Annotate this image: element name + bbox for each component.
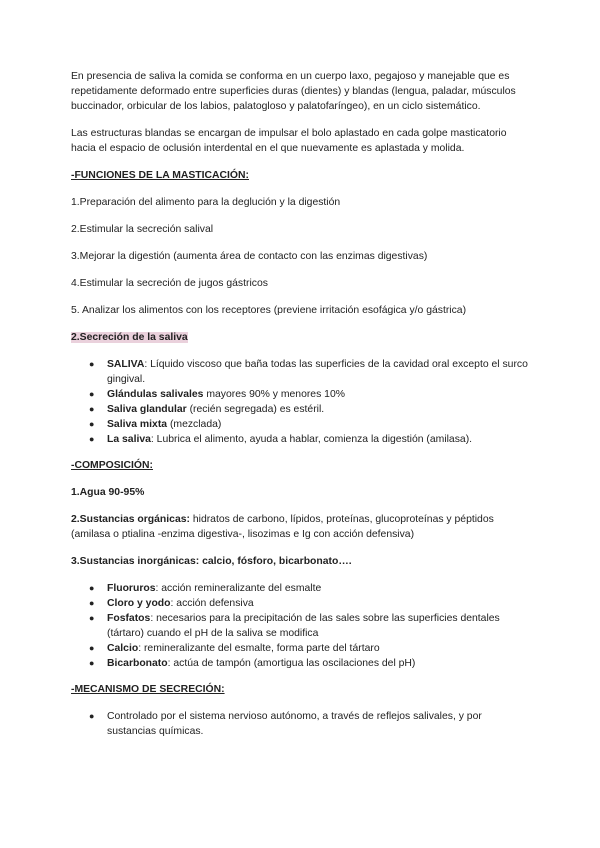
bullet-icon: ● (89, 389, 95, 399)
funcion-item: 4.Estimular la secreción de jugos gástricos (71, 278, 268, 289)
bullet-icon: ● (89, 359, 95, 369)
list-item: ● Controlado por el sistema nervioso autónomo, a través de reflejos salivales, y por sustancias químicas. (89, 711, 482, 737)
bullet-icon: ● (89, 711, 95, 721)
highlighted-heading: 2.Secreción de la saliva (71, 332, 188, 343)
funcion-item: 5. Analizar los alimentos con los receptores (previene irritación esofágica y/o gástrica) (71, 305, 467, 316)
funcion-item: 2.Estimular la secreción salival (71, 224, 214, 235)
bullet-icon: ● (89, 434, 95, 444)
agua-line: 1.Agua 90-95% (71, 487, 145, 498)
secrecion-heading (71, 330, 533, 345)
organicas-paragraph: 2.Sustancias orgánicas: hidratos de carbono, lípidos, proteínas, glucoproteínas y péptidos (amilasa o ptialina -enzima digestiva-, lisozimas e Ig con acción defensiva) (71, 514, 494, 540)
list-item: ● La saliva: Lubrica el alimento, ayuda a hablar, comienza la digestión (amilasa). (89, 434, 473, 445)
funcion-item: 1.Preparación del alimento para la deglución y la digestión (71, 197, 341, 208)
bullet-icon: ● (89, 419, 95, 429)
composicion-list (71, 581, 533, 671)
mecanismo-list (71, 709, 533, 739)
bullet-icon: ● (89, 598, 95, 608)
list-item: ● Calcio: remineralizante del esmalte, forma parte del tártaro (89, 643, 380, 654)
list-item: ● Cloro y yodo: acción defensiva (89, 598, 254, 609)
list-item: ● Glándulas salivales mayores 90% y menores 10% (89, 389, 345, 400)
list-item: ● SALIVA: Líquido viscoso que baña todas las superficies de la cavidad oral excepto el surco gingival. (89, 359, 528, 385)
bullet-icon: ● (89, 643, 95, 653)
list-item: ● Bicarbonato: actúa de tampón (amortigua las oscilaciones del pH) (89, 658, 416, 669)
secrecion-list (71, 357, 533, 447)
list-item: ● Saliva mixta (mezclada) (89, 419, 222, 430)
inorganicas-line: 3.Sustancias inorgánicas: calcio, fósforo, bicarbonato…. (71, 556, 352, 567)
document-page (71, 69, 533, 750)
bullet-icon: ● (89, 404, 95, 414)
funcion-item: 3.Mejorar la digestión (aumenta área de contacto con las enzimas digestivas) (71, 251, 428, 262)
bullet-icon: ● (89, 658, 95, 668)
mecanismo-heading: -MECANISMO DE SECRECIÓN: (71, 684, 225, 695)
intro-paragraph-2: Las estructuras blandas se encargan de impulsar el bolo aplastado en cada golpe masticatorio hacia el espacio de oclusión interdental en el que nuevamente es aplastada y molida. (71, 128, 507, 154)
intro-paragraph-1: En presencia de saliva la comida se conforma en un cuerpo laxo, pegajoso y manejable que es repetidamente deformado entre superficies duras (dientes) y blandas (lengua, paladar, músculos buccinador, orbicular de los labios, palatogloso y palatofaríngeo), en un ciclo sistemático. (71, 71, 516, 112)
bullet-icon: ● (89, 613, 95, 623)
composicion-heading: -COMPOSICIÓN: (71, 460, 153, 471)
list-item: ● Fluoruros: acción remineralizante del esmalte (89, 583, 322, 594)
list-item: ● Fosfatos: necesarios para la precipitación de las sales sobre las superficies dentales (tártaro) cuando el pH de la saliva se modifica (89, 613, 500, 639)
list-item: ● Saliva glandular (recién segregada) es estéril. (89, 404, 325, 415)
bullet-icon: ● (89, 583, 95, 593)
funciones-heading: -FUNCIONES DE LA MASTICACIÓN: (71, 170, 249, 181)
